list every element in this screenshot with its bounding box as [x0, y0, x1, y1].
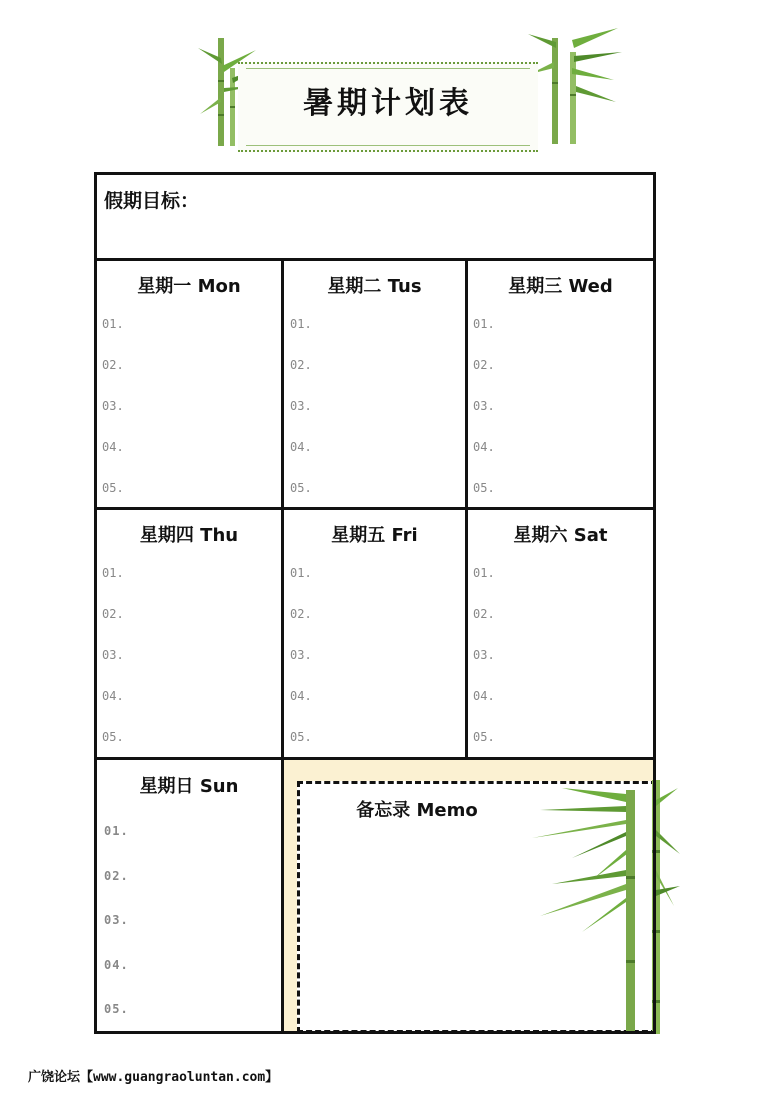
task-item: 05.: [102, 481, 124, 495]
task-item: 04.: [102, 440, 124, 454]
task-item: 05.: [473, 481, 495, 495]
task-item: 04.: [290, 689, 312, 703]
day-heading-wed: 星期三 Wed: [508, 276, 613, 297]
goal-label: 假期目标：: [104, 190, 200, 212]
task-item: 01.: [290, 317, 312, 331]
task-item: 05.: [290, 481, 312, 495]
task-item: 01.: [473, 317, 495, 331]
task-item: 02.: [290, 358, 312, 372]
task-item: 02.: [102, 607, 124, 621]
task-item: 04.: [102, 689, 124, 703]
day-heading-mon: 星期一 Mon: [137, 276, 241, 297]
task-item: 05.: [290, 730, 312, 744]
grid-line: [94, 757, 656, 760]
task-item: 02.: [290, 607, 312, 621]
task-item: 03.: [290, 399, 312, 413]
task-item: 01.: [102, 566, 124, 580]
task-item: 01.: [102, 317, 124, 331]
task-item: 02.: [473, 607, 495, 621]
planner-frame: [94, 172, 656, 1034]
page-title: 暑期计划表: [303, 86, 473, 121]
day-heading-tue: 星期二 Tus: [327, 276, 422, 297]
task-item: 03.: [104, 913, 129, 927]
task-item: 05.: [102, 730, 124, 744]
day-heading-fri: 星期五 Fri: [331, 525, 418, 546]
grid-line: [281, 258, 284, 1034]
task-item: 03.: [102, 399, 124, 413]
task-item: 04.: [473, 440, 495, 454]
memo-title: 备忘录 Memo: [356, 800, 478, 821]
grid-line: [94, 258, 656, 261]
task-item: 04.: [473, 689, 495, 703]
day-heading-thu: 星期四 Thu: [139, 525, 239, 546]
goal-field[interactable]: [200, 180, 650, 252]
task-item: 05.: [473, 730, 495, 744]
day-heading-sun: 星期日 Sun: [139, 776, 239, 797]
task-item: 02.: [102, 358, 124, 372]
task-item: 01.: [104, 824, 129, 838]
task-item: 03.: [473, 648, 495, 662]
task-item: 02.: [473, 358, 495, 372]
grid-line: [465, 258, 468, 760]
task-item: 04.: [290, 440, 312, 454]
task-item: 03.: [473, 399, 495, 413]
footer-text: 广饶论坛【www.guangraoluntan.com】: [28, 1070, 279, 1085]
task-item: 01.: [290, 566, 312, 580]
bamboo-right-icon: [526, 22, 626, 146]
task-item: 03.: [290, 648, 312, 662]
task-item: 05.: [104, 1002, 129, 1016]
task-item: 04.: [104, 958, 129, 972]
task-item: 02.: [104, 869, 129, 883]
day-heading-sat: 星期六 Sat: [513, 525, 608, 546]
task-item: 03.: [102, 648, 124, 662]
task-item: 01.: [473, 566, 495, 580]
grid-line: [94, 507, 656, 510]
